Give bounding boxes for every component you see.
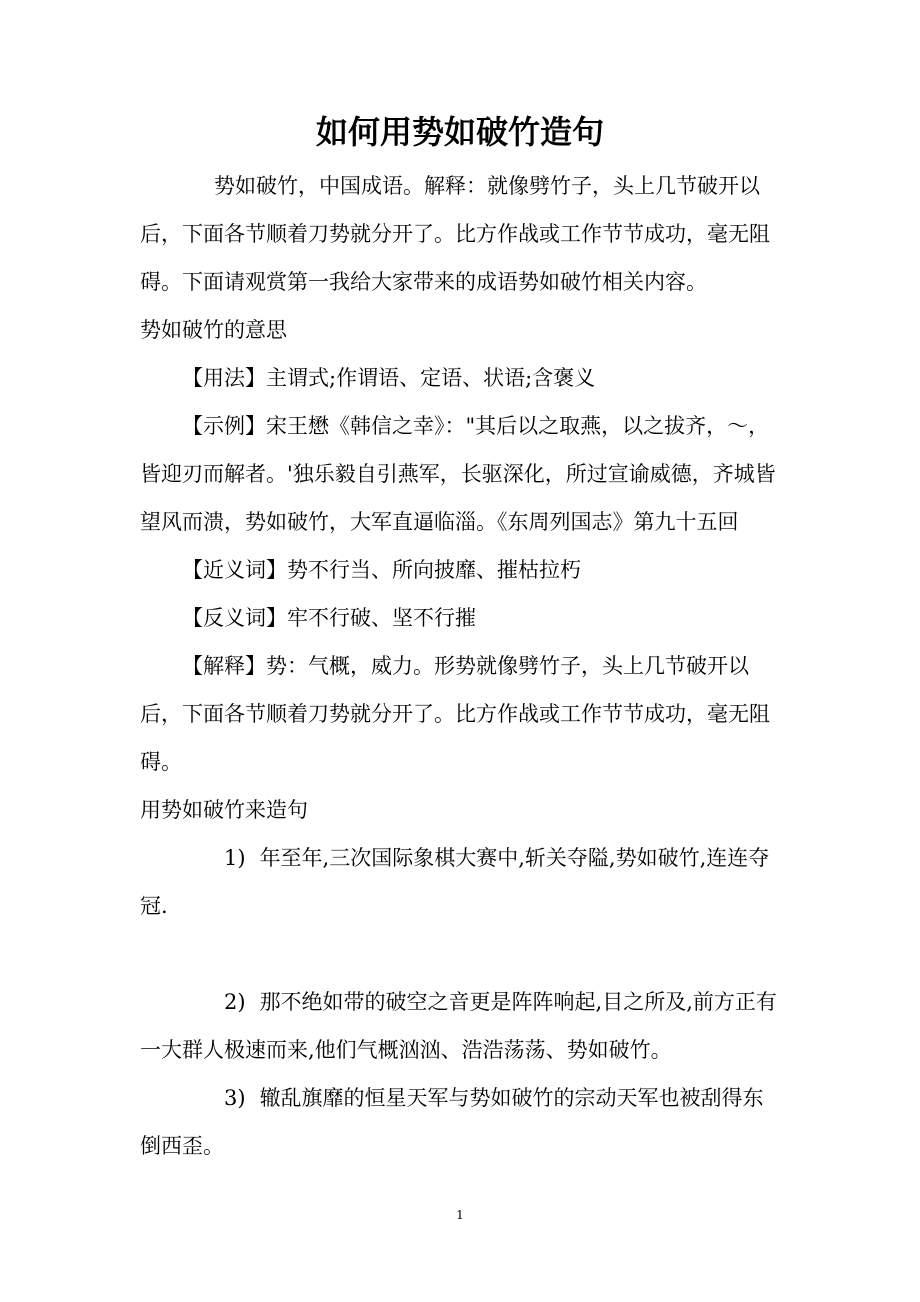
- page-number: 1: [456, 1208, 464, 1222]
- document-body: [140, 162, 782, 1170]
- sentence-number: 2): [224, 990, 246, 1014]
- explanation-paragraph: 【解释】势：气概，威力。形势就像劈竹子，头上几节破开以后，下面各节顺着刀势就分开了。比方作战或工作节节成功，毫无阻碍。: [140, 654, 770, 774]
- intro-paragraph: 势如破竹，中国成语。解释：就像劈竹子，头上几节破开以后，下面各节顺着刀势就分开了。比方作战或工作节节成功，毫无阻碍。下面请观赏第一我给大家带来的成语势如破竹相关内容。: [140, 174, 770, 294]
- page-title: 如何用势如破竹造句: [315, 113, 604, 151]
- sentence-text: 那不绝如带的破空之音更是阵阵响起,目之所及,前方正有一大群人极速而来,他们气概汹汹、浩浩荡荡、势如破竹。: [140, 990, 777, 1062]
- sentence-number: 1): [224, 846, 246, 870]
- sentence-item: [140, 1074, 782, 1170]
- section-heading-meaning: 势如破竹的意思: [140, 318, 287, 342]
- blank-line: [140, 930, 782, 978]
- usage-paragraph: 【用法】主谓式;作谓语、定语、状语;含褒义: [182, 366, 596, 390]
- sentence-text: 年至年,三次国际象棋大赛中,斩关夺隘,势如破竹,连连夺冠.: [140, 846, 770, 918]
- synonyms-paragraph: 【近义词】势不行当、所向披靡、摧枯拉朽: [182, 558, 581, 582]
- example-paragraph: 【示例】宋王懋《韩信之幸》："其后以之取燕，以之拔齐，～，皆迎刃而解者。'独乐毅自引燕军，长驱深化，所过宣谕威德，齐城皆望风而溃，势如破竹，大军直逼临淄。《东周列国志》第九十五回: [140, 414, 776, 534]
- sentence-text: 辙乱旗靡的恒星天军与势如破竹的宗动天军也被刮得东倒西歪。: [140, 1086, 764, 1158]
- sentence-item: [140, 834, 782, 930]
- section-heading-sentences: 用势如破竹来造句: [140, 798, 308, 822]
- sentence-number: 3): [224, 1086, 246, 1110]
- antonyms-paragraph: 【反义词】牢不行破、坚不行摧: [182, 606, 476, 630]
- sentence-item: [140, 978, 782, 1074]
